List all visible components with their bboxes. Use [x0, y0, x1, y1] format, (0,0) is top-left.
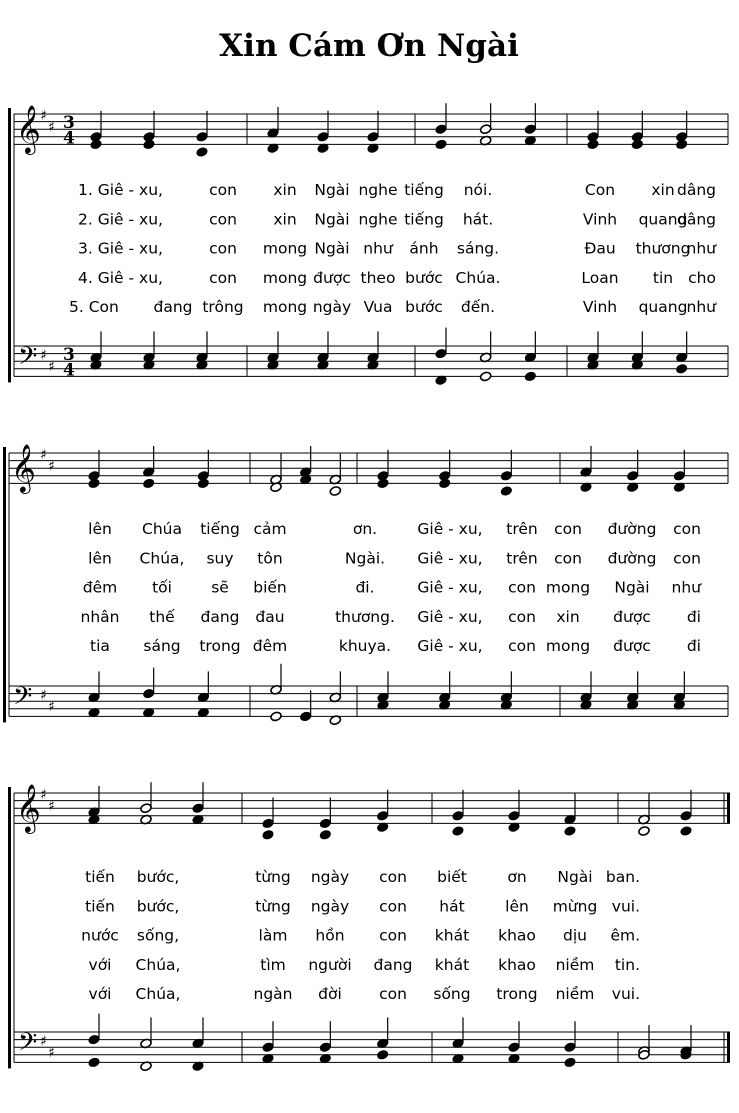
lyric-syllable: khuya.	[338, 637, 392, 656]
lyric-syllable: tiến	[85, 868, 115, 886]
lyric-syllable: khao	[498, 955, 536, 974]
lyric-syllable: với	[88, 985, 112, 1004]
sharp-icon: ♯	[40, 787, 47, 803]
note-head	[319, 1042, 331, 1053]
note-head	[196, 147, 208, 158]
sharp-icon: ♯	[48, 119, 55, 136]
lyric-syllable: hát	[439, 897, 465, 916]
lyric-syllable: bước	[405, 268, 443, 287]
note-head	[262, 829, 274, 840]
lyric-syllable: từng	[255, 897, 291, 916]
lyric-syllable: làm	[258, 926, 288, 945]
note-head	[88, 1034, 100, 1045]
bass-clef-icon: 𝄢	[18, 341, 38, 377]
lyric-syllable: con	[673, 520, 701, 538]
lyric-syllable: bước,	[136, 868, 180, 886]
lyric-syllable: cho	[688, 268, 716, 287]
lyric-syllable: vui.	[611, 985, 640, 1004]
note-head	[90, 139, 102, 150]
lyric-syllable: Ngài	[614, 578, 650, 597]
lyric-syllable: tia	[90, 637, 110, 656]
lyric-syllable: đường	[607, 549, 657, 568]
sharp-icon: ♯	[48, 359, 55, 375]
note-head	[376, 810, 388, 821]
lyric-syllable: xin	[273, 210, 297, 229]
note-head	[435, 124, 447, 135]
note-head	[675, 139, 687, 150]
lyric-syllable: lên	[88, 520, 112, 538]
lyric-syllable: được	[313, 268, 351, 287]
lyric-syllable: lên	[88, 549, 112, 568]
note-head	[329, 486, 341, 497]
sharp-icon: ♯	[48, 1045, 55, 1061]
lyric-syllable: trên	[506, 520, 538, 538]
lyric-syllable: xin	[651, 181, 675, 199]
lyric-syllable: trên	[506, 549, 538, 568]
lyric-syllable: mừng	[552, 897, 598, 916]
note-head	[675, 363, 687, 374]
lyric-syllable: mong	[262, 268, 308, 287]
lyric-syllable: đi	[686, 607, 701, 626]
song-title: Xin Cám Ơn Ngài	[219, 28, 519, 64]
final-barline-thick	[727, 793, 730, 823]
lyric-syllable: ngày	[312, 298, 352, 317]
lyric-syllable: đường	[607, 520, 657, 538]
lyric-syllable: tiếng	[200, 520, 240, 538]
lyric-syllable: mong	[545, 578, 591, 597]
lyric-syllable: con	[508, 607, 536, 626]
lyric-syllable: Giê - xu,	[417, 637, 483, 656]
lyric-syllable: mong	[545, 637, 591, 656]
lyric-syllable: đau	[255, 607, 285, 626]
note-head	[197, 478, 209, 489]
lyric-syllable: sáng.	[456, 239, 500, 258]
lyric-syllable: ngày	[310, 868, 350, 886]
system-bracket	[8, 108, 11, 382]
lyric-syllable: Ngài	[314, 181, 350, 199]
lyric-syllable: Chúa,	[139, 549, 185, 568]
lyric-syllable: biến	[253, 578, 287, 597]
lyric-syllable: con	[209, 268, 237, 287]
lyric-syllable: Ngài.	[344, 549, 386, 568]
lyric-syllable: trong	[496, 985, 538, 1004]
lyric-syllable: dâng	[677, 210, 716, 229]
lyric-syllable: hát.	[462, 210, 494, 229]
lyric-syllable: trông	[202, 298, 244, 317]
time-signature-denominator: 4	[63, 360, 75, 381]
lyric-syllable: nghe	[358, 181, 398, 199]
lyric-syllable: ngàn	[253, 985, 293, 1004]
sharp-icon: ♯	[40, 1033, 47, 1050]
lyric-syllable: niềm	[555, 955, 595, 974]
lyric-syllable: dịu	[563, 926, 587, 945]
lyric-syllable: ban.	[605, 868, 640, 886]
lyric-syllable: ơn	[507, 868, 527, 886]
lyric-syllable: bước	[405, 298, 443, 317]
lyric-syllable: thương.	[335, 607, 395, 626]
treble-clef-icon: 𝄞	[11, 442, 36, 492]
time-signature-numerator: 3	[63, 345, 75, 366]
lyric-syllable: được	[613, 637, 651, 656]
lyric-syllable: vui.	[611, 897, 640, 916]
sharp-icon: ♯	[40, 347, 47, 364]
lyric-syllable: người	[308, 955, 352, 974]
lyric-syllable: khao	[498, 926, 536, 945]
lyric-syllable: lên	[505, 897, 529, 916]
note-head	[564, 1042, 576, 1053]
final-barline-thick	[727, 1032, 730, 1062]
note-head	[500, 486, 512, 497]
lyric-syllable: như	[686, 239, 716, 258]
lyric-syllable: từng	[255, 868, 291, 886]
lyric-syllable: đêm	[252, 637, 288, 656]
note-head	[376, 1049, 388, 1060]
lyric-syllable: tin.	[614, 955, 640, 974]
lyric-syllable: Giê - xu,	[417, 607, 483, 626]
note-head	[564, 1057, 576, 1068]
note-head	[452, 826, 464, 837]
lyric-syllable: đến.	[460, 298, 496, 317]
note-head	[88, 478, 100, 489]
lyric-syllable: đang	[153, 298, 193, 317]
treble-clef-icon: 𝄞	[16, 782, 41, 832]
lyric-syllable: đêm	[82, 578, 118, 597]
lyric-syllable: êm.	[610, 926, 640, 945]
lyric-syllable: ánh	[409, 239, 439, 258]
lyric-syllable: Giê - xu,	[417, 520, 483, 538]
lyric-syllable: nghe	[358, 210, 398, 229]
lyric-syllable: Vinh	[582, 298, 618, 317]
lyric-syllable: 5. Con	[69, 298, 119, 317]
lyric-syllable: Ngài	[314, 210, 350, 229]
lyric-syllable: con	[209, 181, 237, 199]
note-head	[638, 826, 650, 837]
lyric-syllable: tôn	[257, 549, 283, 568]
note-head	[192, 803, 204, 814]
lyric-syllable: Con	[584, 181, 616, 199]
note-head	[673, 470, 685, 481]
lyric-syllable: 3. Giê - xu,	[78, 239, 163, 258]
note-head	[262, 1042, 274, 1053]
lyric-syllable: thế	[149, 607, 175, 626]
system-bracket	[3, 447, 6, 722]
lyric-syllable: với	[88, 955, 112, 974]
system-3	[8, 782, 730, 1071]
note-head	[524, 371, 536, 382]
lyric-syllable: mong	[262, 239, 308, 258]
note-head	[88, 1057, 100, 1068]
lyric-syllable: theo	[360, 268, 396, 287]
note-head	[680, 810, 692, 821]
lyric-syllable: đi	[686, 637, 701, 656]
lyric-syllable: 1. Giê - xu,	[78, 181, 163, 199]
note-head	[143, 139, 155, 150]
lyric-syllable: Đau	[584, 239, 616, 258]
note-head	[479, 124, 491, 135]
lyric-syllable: tiếng	[404, 181, 444, 199]
note-head	[142, 688, 154, 699]
lyric-syllable: bước,	[136, 897, 180, 916]
lyric-syllable: Giê - xu,	[417, 549, 483, 568]
lyric-syllable: Chúa	[142, 520, 182, 538]
note-head	[270, 711, 282, 722]
system-1	[8, 103, 728, 385]
lyric-syllable: 2. Giê - xu,	[78, 210, 163, 229]
note-head	[626, 470, 638, 481]
lyric-syllable: tìm	[260, 955, 286, 974]
lyric-syllable: con	[209, 239, 237, 258]
lyric-syllable: biết	[437, 868, 467, 886]
lyric-syllable: ngày	[310, 897, 350, 916]
lyric-syllable: con	[673, 549, 701, 568]
lyric-syllable: khát	[434, 926, 470, 945]
lyric-syllable: hồn	[315, 926, 345, 945]
note-head	[680, 826, 692, 837]
note-head	[479, 371, 491, 382]
note-head	[508, 1042, 520, 1053]
sharp-icon: ♯	[48, 699, 55, 715]
lyric-syllable: Ngài	[314, 239, 350, 258]
lyric-syllable: 4. Giê - xu,	[78, 268, 163, 287]
sharp-icon: ♯	[40, 108, 47, 124]
note-head	[142, 478, 154, 489]
system-bracket	[8, 787, 11, 1068]
lyric-syllable: như	[671, 578, 701, 597]
lyric-syllable: Chúa.	[455, 268, 501, 287]
lyric-syllable: mong	[262, 298, 308, 317]
sharp-icon: ♯	[48, 458, 55, 475]
lyric-syllable: xin	[556, 607, 580, 626]
note-head	[500, 470, 512, 481]
lyric-syllable: con	[379, 897, 407, 916]
lyric-syllable: niềm	[555, 985, 595, 1004]
lyric-syllable: sẽ	[211, 578, 229, 597]
lyric-syllable: tối	[152, 578, 172, 597]
lyric-syllable: như	[686, 298, 716, 317]
lyric-syllable: nước	[81, 926, 119, 945]
note-head	[317, 131, 329, 142]
lyric-syllable: suy	[206, 549, 234, 568]
lyric-syllable: Chúa,	[135, 985, 181, 1004]
lyric-syllable: cảm	[253, 520, 287, 538]
system-2	[3, 443, 728, 726]
sharp-icon: ♯	[48, 798, 55, 815]
lyric-syllable: tin	[652, 268, 674, 287]
note-head	[587, 139, 599, 150]
lyric-syllable: quang	[638, 298, 688, 317]
note-head	[564, 826, 576, 837]
lyric-syllable: con	[554, 520, 582, 538]
bass-clef-icon: 𝄢	[13, 681, 33, 717]
treble-clef-icon: 𝄞	[16, 103, 41, 153]
lyric-syllable: sáng	[143, 637, 181, 656]
lyric-syllable: xin	[273, 181, 297, 199]
note-head	[435, 348, 447, 359]
lyric-syllable: con	[379, 985, 407, 1004]
note-head	[438, 478, 450, 489]
lyric-syllable: Loan	[581, 268, 619, 287]
lyric-syllable: đời	[318, 985, 342, 1004]
lyric-syllable: nhân	[80, 607, 120, 626]
lyric-syllable: thương	[635, 239, 691, 258]
note-head	[508, 810, 520, 821]
note-head	[435, 139, 447, 150]
lyric-syllable: tiến	[85, 897, 115, 916]
lyric-syllable: con	[508, 637, 536, 656]
note-head	[299, 711, 311, 722]
time-signature-numerator: 3	[63, 113, 75, 134]
note-head	[196, 131, 208, 142]
sharp-icon: ♯	[40, 447, 47, 463]
lyric-syllable: Giê - xu,	[417, 578, 483, 597]
sharp-icon: ♯	[40, 687, 47, 704]
lyric-syllable: Chúa,	[135, 955, 181, 974]
lyric-syllable: trong	[199, 637, 241, 656]
note-head	[452, 810, 464, 821]
note-head	[367, 131, 379, 142]
note-head	[524, 124, 536, 135]
lyric-syllable: Vua	[363, 298, 393, 317]
note-head	[631, 139, 643, 150]
lyric-syllable: con	[554, 549, 582, 568]
lyric-syllable: Vinh	[582, 210, 618, 229]
note-head	[319, 829, 331, 840]
bass-clef-icon: 𝄢	[18, 1027, 38, 1063]
lyric-syllable: đang	[373, 955, 413, 974]
lyric-syllable: nói.	[463, 181, 493, 199]
time-signature-denominator: 4	[63, 128, 75, 149]
lyric-syllable: đang	[200, 607, 240, 626]
lyric-syllable: ơn.	[352, 520, 378, 538]
note-head	[319, 818, 331, 829]
lyric-syllable: sống	[433, 985, 471, 1004]
lyric-syllable: sống,	[136, 926, 180, 945]
lyric-syllable: con	[379, 868, 407, 886]
note-head	[140, 803, 152, 814]
note-head	[377, 478, 389, 489]
lyric-syllable: con	[379, 926, 407, 945]
lyric-syllable: khát	[434, 955, 470, 974]
lyric-syllable: con	[508, 578, 536, 597]
lyric-syllable: được	[613, 607, 651, 626]
lyric-syllable: con	[209, 210, 237, 229]
lyric-syllable: tiếng	[404, 210, 444, 229]
lyric-syllable: như	[363, 239, 393, 258]
lyric-syllable: đi.	[355, 578, 375, 597]
lyric-syllable: dâng	[677, 181, 716, 199]
lyric-syllable: quang	[638, 210, 688, 229]
note-head	[262, 818, 274, 829]
lyric-syllable: Ngài	[557, 868, 593, 886]
